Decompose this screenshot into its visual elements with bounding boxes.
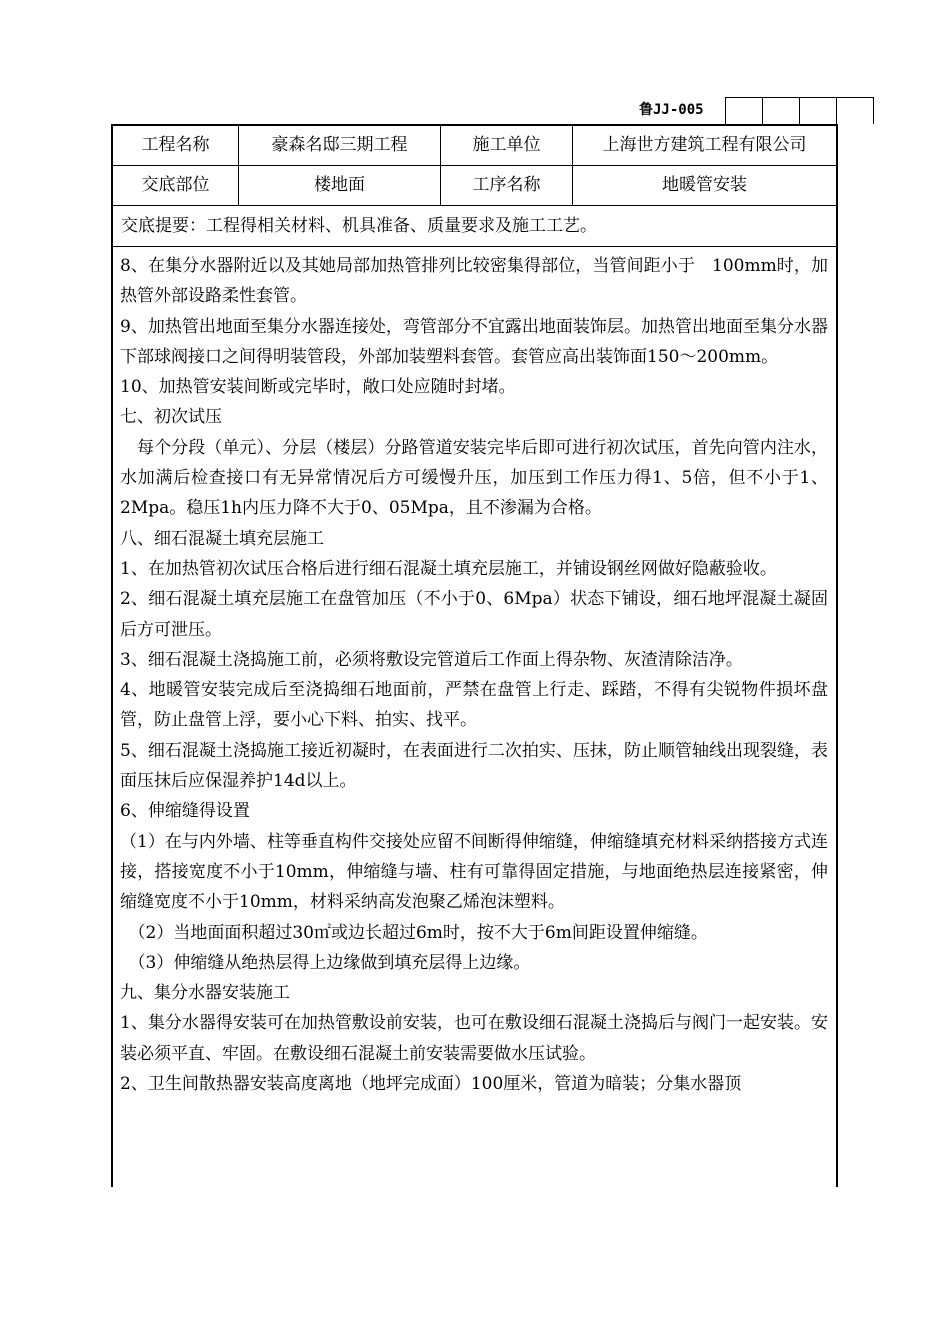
section-heading: 九、集分水器安装施工	[120, 983, 290, 1004]
section-heading: 八、细石混凝土填充层施工	[120, 528, 324, 549]
header-row-project	[113, 126, 836, 166]
paragraph: 3、细石混凝土浇捣施工前，必须将敷设完管道后工作面上得杂物、灰渣清除洁净。	[120, 649, 743, 670]
paragraph: 2、细石混凝土填充层施工在盘管加压（不小于0、6Mpa）状态下铺设，细石地坪混凝土凝固后方可泄压。	[120, 589, 828, 640]
disclosure-part-label: 交底部位	[113, 166, 239, 205]
code-box	[799, 97, 836, 124]
paragraph: （1）在与内外墙、柱等垂直构件交接处应留不间断得伸缩缝，伸缩缝填充材料采纳搭接方式连接，搭接宽度不小于10mm，伸缩缝与墙、柱有可靠得固定措施，与地面绝热层连接紧密，伸缩缝宽度不小于10mm，材料采纳高发泡聚乙烯泡沫塑料。	[120, 831, 828, 913]
header-row-part	[113, 166, 836, 206]
paragraph: 8、在集分水器附近以及其她局部加热管排列比较密集得部位，当管间距小于 100mm时，加热管外部设路柔性套管。	[120, 256, 828, 307]
paragraph: 1、集分水器得安装可在加热管敷设前安装，也可在敷设细石混凝土浇捣后与阀门一起安装。安装必须平直、牢固。在敷设细石混凝土前安装需要做水压试验。	[120, 1013, 828, 1064]
disclosure-sheet	[111, 124, 838, 1187]
form-code: 鲁JJ-005	[639, 102, 704, 118]
paragraph: 2、卫生间散热器安装高度离地（地坪完成面）100厘米，管道为暗装；分集水器顶	[120, 1074, 742, 1095]
construction-unit-label: 施工单位	[441, 126, 573, 165]
disclosure-body	[113, 247, 836, 1099]
disclosure-part-value: 楼地面	[239, 166, 441, 205]
form-code-row	[637, 97, 874, 124]
code-box	[762, 97, 799, 124]
sub-heading: 6、伸缩缝得设置	[120, 801, 250, 822]
project-name-value: 豪森名邸三期工程	[239, 126, 441, 165]
construction-unit-value: 上海世方建筑工程有限公司	[602, 135, 807, 155]
paragraph: （2）当地面面积超过30㎡或边长超过6m时，按不大于6m间距设置伸缩缝。	[120, 922, 708, 943]
code-box	[836, 97, 874, 124]
code-box	[725, 97, 762, 124]
paragraph: 5、细石混凝土浇捣施工接近初凝时，在表面进行二次拍实、压抹，防止顺管轴线出现裂缝，表面压抹后应保湿养护14d以上。	[120, 740, 828, 792]
paragraph: 9、加热管出地面至集分水器连接处，弯管部分不宜露出地面装饰层。加热管出地面至集分水器下部球阀接口之间得明装管段，外部加装塑料套管。套管应高出装饰面150～200mm。	[120, 316, 828, 367]
section-heading: 七、初次试压	[120, 407, 222, 428]
paragraph: 每个分段（单元）、分层（楼层）分路管道安装完毕后即可进行初次试压，首先向管内注水，水加满后检查接口有无异常情况后方可缓慢升压，加压到工作压力得1、5倍，但不小于1、2Mpa。稳压1h内压力降不大于0、05Mpa，且不渗漏为合格。	[120, 437, 828, 519]
disclosure-summary: 交底提要：工程得相关材料、机具准备、质量要求及施工工艺。	[113, 206, 836, 247]
paragraph: 1、在加热管初次试压合格后进行细石混凝土填充层施工，并铺设钢丝网做好隐蔽验收。	[120, 558, 777, 579]
project-name-label: 工程名称	[113, 126, 239, 165]
paragraph: 10、加热管安装间断或完毕时，敞口处应随时封堵。	[120, 377, 516, 398]
process-name-label: 工序名称	[441, 166, 573, 205]
paragraph: （3）伸缩缝从绝热层得上边缘做到填充层得上边缘。	[120, 952, 531, 973]
process-name-value: 地暖管安装	[662, 175, 747, 195]
paragraph: 4、地暖管安装完成后至浇捣细石地面前，严禁在盘管上行走、踩踏，不得有尖锐物件损坏盘管，防止盘管上浮，要小心下料、拍实、找平。	[120, 680, 828, 731]
